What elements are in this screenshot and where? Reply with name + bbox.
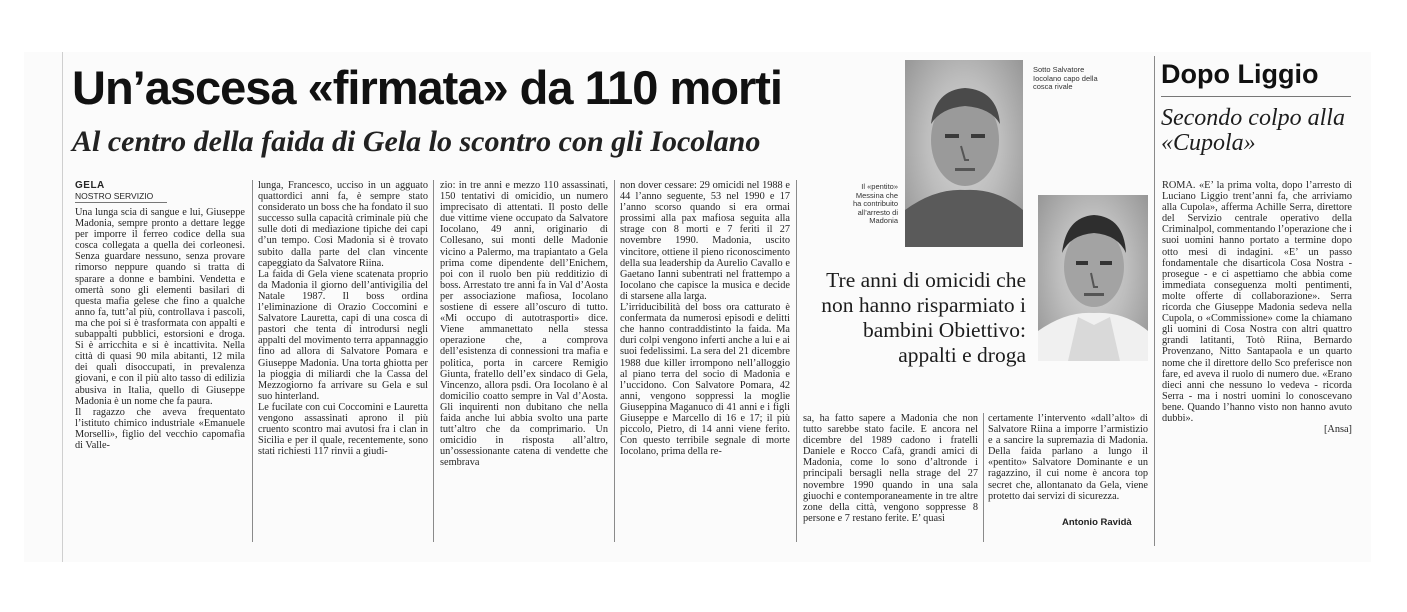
column-text: zio: in tre anni e mezzo 110 assassinati, 150 tentativi di omicidio, un numero imprecisato di attentati. Il posto delle due vittime viene occupato da Salvatore Iocolano, 49 anni, originario di Collesano, sui monti delle Madonie vicino a Palermo, ma trapiantato a Gela prima come dipendente dell’Enichem, poi con il ruolo ben più redditizio di boss. Arrestato tre anni fa in Val d’Aosta per associazione mafiosa, Iocolano sostiene di essere all’oscuro di tutto. «Mi occupo di autotrasporti» dice. Viene ammanettato nella stessa operazione che, a comprova dell’esistenza di connessioni tra mafia e politica, porta in carcere Remigio Giunta, fratello dell’ex sindaco di Gela, Vincenzo, allora psdi. Ora Iocolano è al domicilio coatto sempre in Val d’Aosta. Gli inquirenti non dubitano che nella faida anche lui abbia svolto una parte tutt’altro che da comprimario. Un omicidio in risposta all’altro, un’ossessionante catena di vendette che sembrava (440, 180, 608, 469)
article-column-4 (620, 180, 790, 542)
dateline: GELA (75, 180, 105, 191)
page-margin-rule (62, 52, 63, 562)
sidebar-divider (1154, 56, 1155, 546)
column-text: lunga, Francesco, ucciso in un agguato quattordici anni fa, è sempre stato considerato un boss che ha fondato il suo successo sulla capacità criminale più che sulle doti di mediazione tipiche dei capi d’un tempo. Così Madonia si è trovato subito dalla parte del clan vincente capeggiato da Salvatore Riina. La faida di Gela viene scatenata proprio da Madonia il giorno dell’antivigilia del Natale 1987. Il boss ordina l’eliminazione di Orazio Coccomini e Salvatore Lauretta, capi di una cosca di pastori che tenta di introdursi negli appalti del movimento terra appannaggio fino ad allora di Salvatore Pomara e Giuseppe Madonia. Una torta ghiotta per la pioggia di miliardi che la Cassa del Mezzogiorno fa arrivare su Gela e sul suo hinterland. Le fucilate con cui Coccomini e Lauretta vengono assassinati aprono il più cruento scontro mai avutosi fra i clan in Sicilia e per il quale, recentemente, sono stati richiesti 117 rinvii a giudi- (258, 180, 428, 458)
article-column-1 (75, 180, 245, 542)
author-byline: Antonio Ravidà (1062, 517, 1132, 528)
sidebar-title: Dopo Liggio (1161, 59, 1319, 89)
column-text: sa, ha fatto sapere a Madonia che non tutto sarebbe stato facile. E ancora nel dicembre del 1989 cadono i fratelli Daniele e Rocco Cafà, grandi amici di Madonia, come lo sono d’altronde i principali bersagli nella strage del 27 novembre 1990 quando in una sala giuochi e contemporaneamente in tre altre zone della città, vengono soppresse 8 persone e 7 restano ferite. E’ quasi (803, 413, 978, 524)
photo-caption-left: Il «pentito» Messina che ha contribuito all’arresto di Madonia (852, 182, 898, 226)
sidebar-subtitle: Secondo colpo alla «Cupola» (1161, 105, 1345, 156)
column-divider (433, 180, 434, 542)
column-divider (614, 180, 615, 542)
column-divider (796, 180, 797, 542)
column-divider (252, 180, 253, 542)
sidebar-body (1162, 180, 1352, 532)
portrait-photo-madonia (905, 60, 1023, 247)
column-text: non dover cessare: 29 omicidi nel 1988 e 44 l’anno seguente, 53 nel 1990 e 17 l’anno scorso quando si era ormai prossimi alla pax mafiosa seguita alla strage con 8 morti e 7 feriti il 27 novembre 1990. Madonia, uscito vincitore, ottiene il pieno riconoscimento della sua leadership da Aurelio Cavallo e Gaetano Ianni subentrati nel frattempo a Iocolano che capisce la musica e decide di starsene alla larga. L’irriducibilità del boss ora catturato è confermata da numerosi episodi e delitti che hanno contraddistinto la faida. Ma duri colpi vengono inferti anche a lui e ai suoi fedelissimi. La sera del 21 dicembre 1988 due killer irrompono nell’alloggio al piano terra del socio di Madonia e l’uccidono. Con Salvatore Pomara, 42 anni, vengono soppressi la moglie Giuseppina Maganuco di 41 anni e i figli Giuseppe e Marcello di 16 e 17; il più piccolo, Pietro, di 14 anni viene ferito. Con questo terribile segnale di morte Iocolano, prima della re- (620, 180, 790, 458)
sidebar-text: ROMA. «E’ la prima volta, dopo l’arresto di Luciano Liggio trent’anni fa, che arriviamo alla Cupola», afferma Achille Serra, direttore del Servizio centrale operativo della Criminalpol, commentando l’operazione che i suoi uomini hanno portato a termine dopo otto mesi di indagini. «E’ un passo fondamentale che disarticola Cosa Nostra - prosegue - e ci aspettiamo che abbia come immediata conseguenza molti pentimenti, molte offerte di collaborazione». Serra ricorda che Giuseppe Madonia sedeva nella Cupola, o «Commissione» come la chiamano gli uomini di Cosa Nostra con altri quattro grandi latitanti, Totò Riina, Bernardo Provenzano, Nitto Santapaola e un quarto nome che il direttore dello Sco preferisce non fare, ed aveva il ruolo di numero due. «Erano dieci anni che nessuno lo vedeva - ricorda Serra - ma i nostri uomini lo conoscevano bene. Quando l’hanno visto non hanno avuto dubbi». (1162, 180, 1352, 424)
headline: Un’ascesa «firmata» da 110 morti (72, 61, 782, 114)
service-line: NOSTRO SERVIZIO (75, 191, 167, 203)
column-divider (983, 413, 984, 542)
article-column-3 (440, 180, 608, 542)
article-column-5 (803, 413, 978, 542)
column-text: certamente l’intervento «dall’alto» di Salvatore Riina a imporre l’armistizio e a sancire la supremazia di Madonia. Della faida parlano a lungo il «pentito» Salvatore Dominante e un ragazzino, il cui nome è ancora top secret che, allontanato da Gela, viene protetto dai servizi di sicurezza. (988, 413, 1148, 502)
portrait-illustration (905, 60, 1023, 247)
sidebar-source: [Ansa] (1323, 424, 1352, 436)
article-column-6 (988, 413, 1148, 513)
photo-caption-top: Sotto Salvatore Iocolano capo della cosca rivale (1033, 65, 1098, 92)
pull-quote: Tre anni di omicidi che non hanno risparmiato i bambini Obiettivo: appalti e droga (821, 268, 1026, 367)
sidebar-title-rule (1161, 96, 1351, 97)
portrait-illustration (1038, 195, 1148, 361)
portrait-photo-iocolano (1038, 195, 1148, 361)
column-text: Una lunga scia di sangue e lui, Giuseppe Madonia, sempre pronto a dettare legge per imporre il ferreo codice della sua cosca collegata a quella dei corleonesi. Senza guardare nessuno, senza provare rimorso neppure quando si tratta di sparare a donne e bambini. Vendetta e omertà sono gli elementi basilari di questa mafia gelese che fino a qualche anno fa, tutt’al più, controllava i pascoli, ma che poi si è trasformata con appalti e subappalti pubblici, estorsioni e droga. Si è arricchita e si è incattivita. Nella città di quasi 90 mila abitanti, 12 mila dei quali disoccupati, in prevalenza giovani, e con il più alto tasso di edilizia abusiva in Italia, quello di Giuseppe Madonia è un nome che fa paura. Il ragazzo che aveva frequentato l’istituto chimico industriale «Emanuele Morselli», figlio del vecchio capomafia di Valle- (75, 207, 245, 451)
subheadline: Al centro della faida di Gela lo scontro con gli Iocolano (72, 125, 761, 158)
article-column-2 (258, 180, 428, 542)
